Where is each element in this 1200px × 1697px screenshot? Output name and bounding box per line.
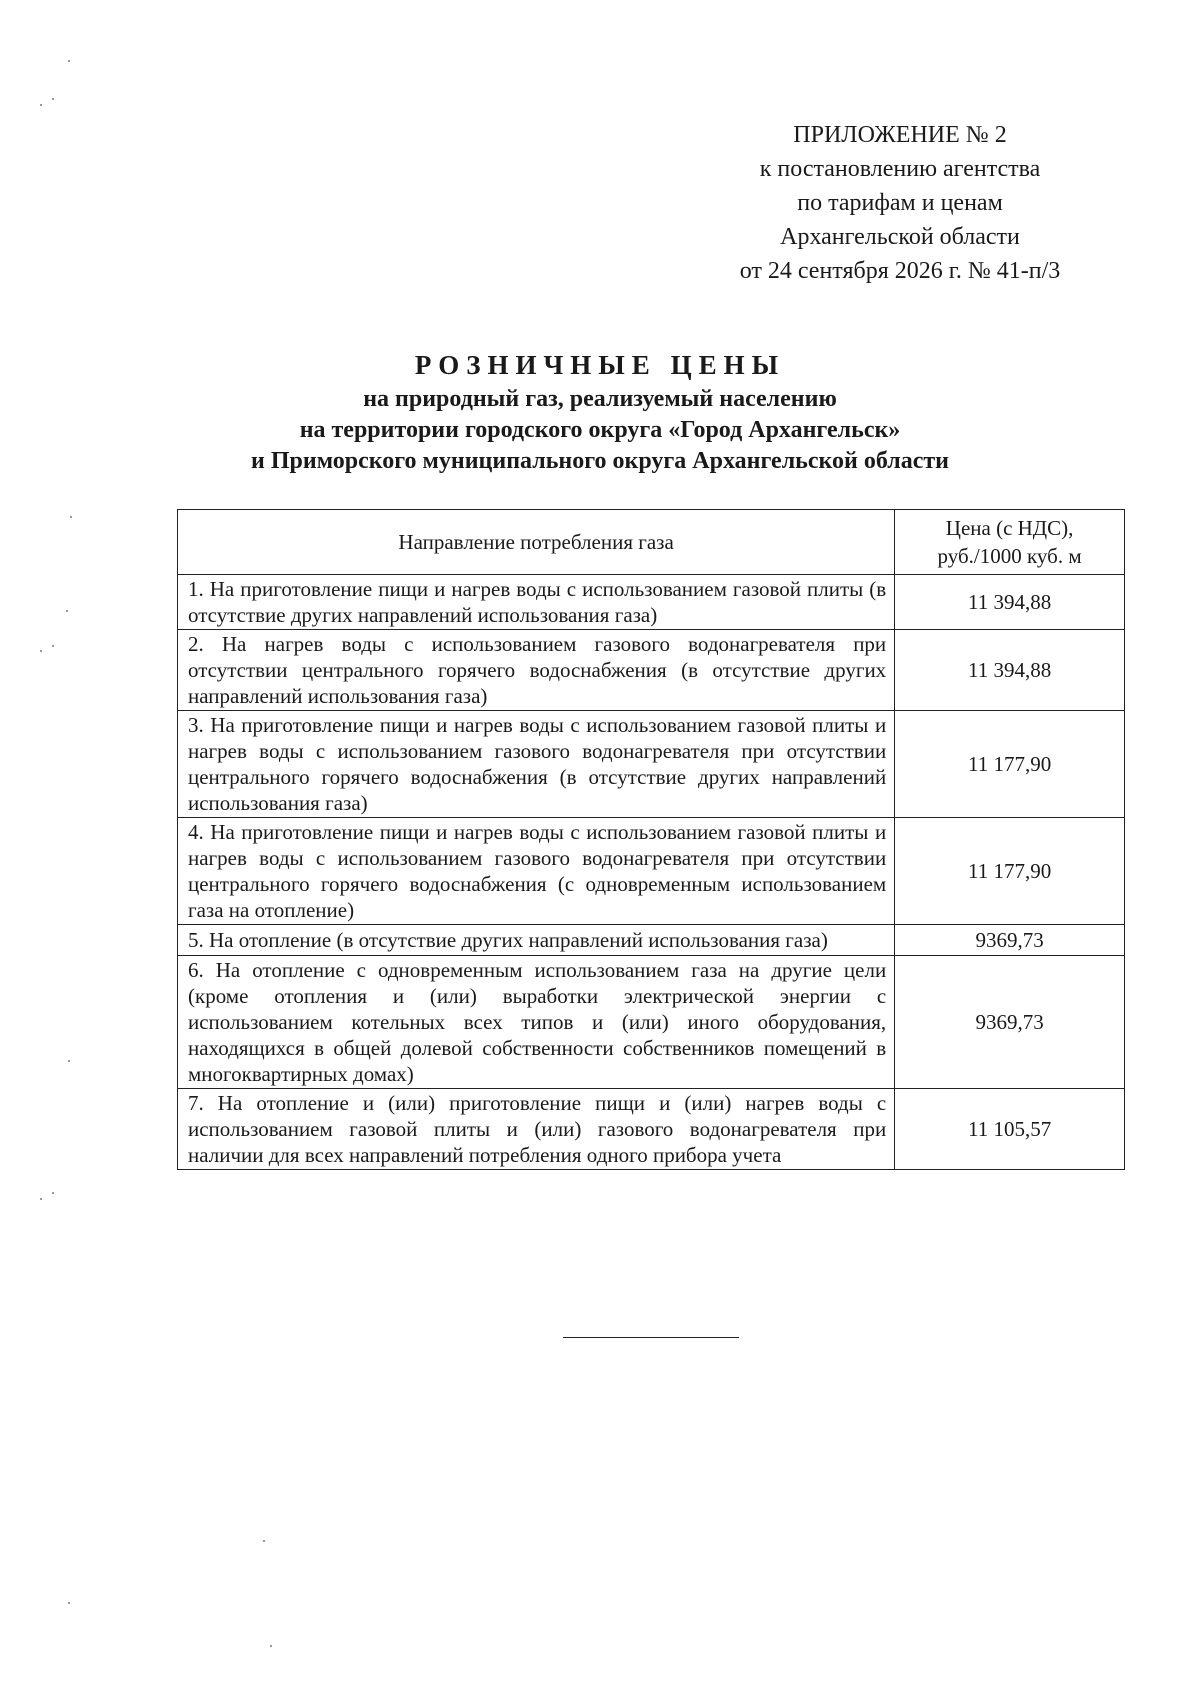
scan-speck	[40, 1198, 42, 1200]
row-direction: 6. На отопление с одновременным использованием газа на другие цели (кроме отопления и (или) выработки электрической энергии с использованием котельных всех типов и (или) иного оборудования, находящихся в общей долевой собственности собственников помещений в многоквартирных домах)	[178, 956, 895, 1089]
header-direction: Направление потребления газа	[178, 510, 895, 575]
scan-speck	[270, 1645, 272, 1647]
table-header-row	[178, 510, 1125, 575]
scan-speck	[52, 98, 54, 100]
row-direction: 4. На приготовление пищи и нагрев воды с использованием газовой плиты и нагрев воды с использованием газового водонагревателя при отсутствии центрального горячего водоснабжения (с одновременным использованием газа на отопление)	[178, 818, 895, 925]
row-price: 9369,73	[895, 956, 1125, 1089]
table-row	[178, 818, 1125, 925]
table-row	[178, 1089, 1125, 1170]
end-divider	[563, 1337, 739, 1338]
scan-speck	[68, 1060, 70, 1062]
scan-speck	[263, 1540, 265, 1542]
scan-speck	[68, 60, 70, 62]
scan-speck	[52, 1192, 54, 1194]
table-row	[178, 711, 1125, 818]
appendix-number: ПРИЛОЖЕНИЕ № 2	[793, 122, 1007, 148]
scan-speck	[70, 516, 72, 518]
table-row	[178, 630, 1125, 711]
appendix-header	[700, 118, 1100, 288]
appendix-resolution-ref: к постановлению агентства	[759, 156, 1041, 182]
table-row	[178, 925, 1125, 956]
document-title	[120, 346, 1080, 477]
title-line-3: и Приморского муниципального округа Архангельской области	[251, 448, 949, 474]
appendix-region: Архангельской области	[780, 224, 1020, 250]
title-main: РОЗНИЧНЫЕ ЦЕНЫ	[414, 350, 786, 380]
row-price: 11 177,90	[895, 818, 1125, 925]
row-price: 11 394,88	[895, 575, 1125, 630]
title-line-2: на территории городского округа «Город Архангельск»	[299, 417, 901, 443]
table-row	[178, 956, 1125, 1089]
table-row	[178, 575, 1125, 630]
row-direction: 7. На отопление и (или) приготовление пищи и (или) нагрев воды с использованием газовой плиты и (или) газового водонагревателя при наличии для всех направлений потребления одного прибора учета	[178, 1089, 895, 1170]
header-price	[895, 510, 1125, 575]
scan-speck	[66, 610, 68, 612]
row-price: 9369,73	[895, 925, 1125, 956]
row-direction: 5. На отопление (в отсутствие других направлений использования газа)	[178, 925, 895, 956]
row-direction: 1. На приготовление пищи и нагрев воды с использованием газовой плиты (в отсутствие других направлений использования газа)	[178, 575, 895, 630]
price-table	[177, 509, 1125, 1170]
appendix-agency: по тарифам и ценам	[797, 190, 1003, 216]
scan-speck	[40, 650, 42, 652]
row-price: 11 105,57	[895, 1089, 1125, 1170]
row-price: 11 394,88	[895, 630, 1125, 711]
row-direction: 3. На приготовление пищи и нагрев воды с использованием газовой плиты и нагрев воды с использованием газового водонагревателя при отсутствии центрального горячего водоснабжения (в отсутствие других направлений использования газа)	[178, 711, 895, 818]
title-line-1: на природный газ, реализуемый населению	[363, 386, 837, 412]
header-price-line-2: руб./1000 куб. м	[937, 544, 1082, 568]
row-price: 11 177,90	[895, 711, 1125, 818]
scan-speck	[68, 1602, 70, 1604]
row-direction: 2. На нагрев воды с использованием газового водонагревателя при отсутствии центрального горячего водоснабжения (в отсутствие других направлений использования газа)	[178, 630, 895, 711]
header-price-line-1: Цена (с НДС),	[945, 516, 1074, 540]
scan-speck	[52, 645, 54, 647]
scan-speck	[40, 104, 42, 106]
appendix-date-number: от 24 сентября 2026 г. № 41-п/3	[739, 258, 1061, 284]
